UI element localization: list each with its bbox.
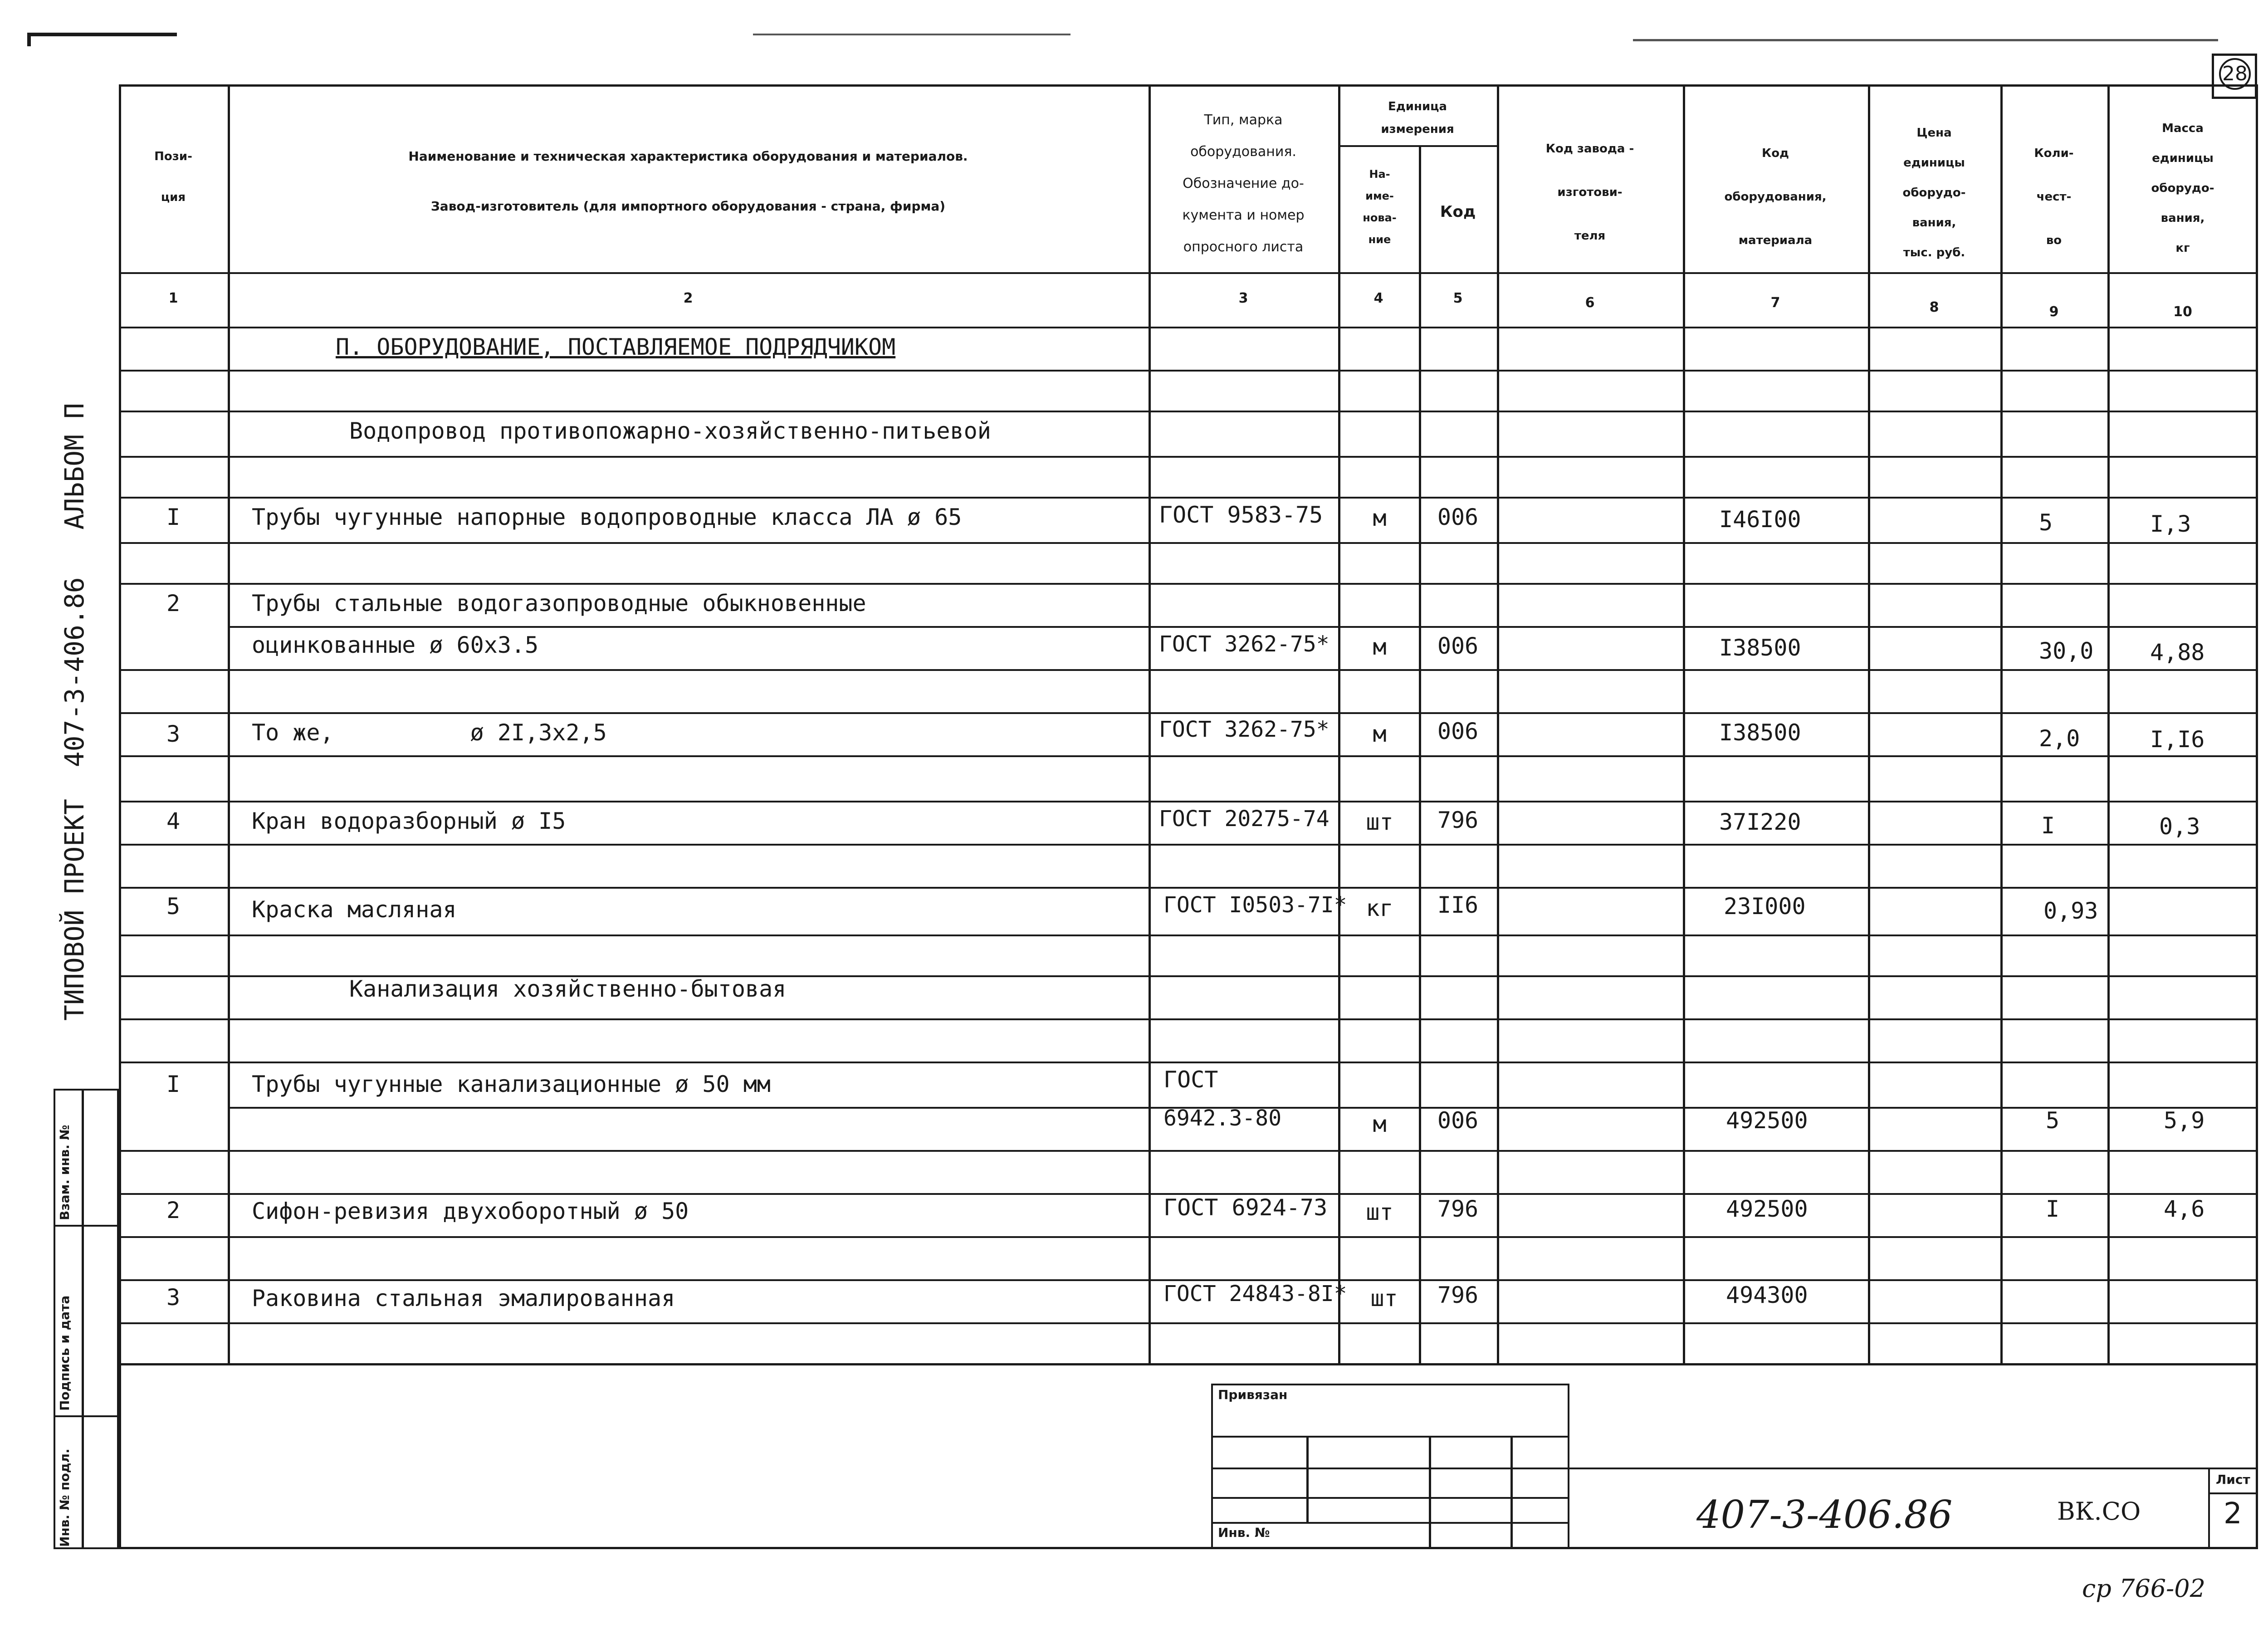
scan-mark (753, 34, 1070, 35)
unit-group-line (1338, 145, 1497, 147)
row-position: I (166, 504, 181, 530)
col-line (2000, 84, 2003, 1365)
row-unit: шт (1366, 809, 1393, 835)
row-material-code: 23I000 (1724, 893, 1806, 920)
row-position: 3 (166, 721, 181, 747)
col-number: 8 (1929, 299, 1939, 315)
row-unit: шт (1366, 1199, 1393, 1225)
left-stamp-row (54, 1225, 119, 1227)
scan-mark (27, 33, 31, 46)
col-number: 2 (683, 290, 693, 306)
row-line (228, 626, 2258, 628)
row-mass: 0,3 (2159, 813, 2200, 840)
col-number: 6 (1585, 295, 1595, 311)
row-doc: ГОСТ 24843-8I* (1163, 1281, 1347, 1306)
colnum-bottom-line (119, 327, 2258, 328)
row-unit-code: 796 (1437, 1196, 1479, 1222)
row-line (119, 712, 2258, 714)
row-unit-code: 006 (1437, 1107, 1479, 1134)
row-name: Трубы стальные водогазопроводные обыкновенные (252, 590, 866, 616)
row-material-code: I38500 (1719, 635, 1801, 661)
left-stamp-row (54, 1415, 119, 1417)
col-line (1868, 84, 1870, 1365)
section-title: П. ОБОРУДОВАНИЕ, ПОСТАВЛЯЕМОЕ ПОДРЯДЧИКОМ (336, 334, 896, 360)
row-position: 5 (166, 893, 181, 920)
col-line (1683, 84, 1685, 1365)
row-mass: I,3 (2150, 511, 2191, 537)
bound-box-line (1211, 1436, 1569, 1438)
row-line (119, 1018, 2258, 1020)
col-line (228, 84, 230, 1365)
row-mass: 4,88 (2150, 639, 2205, 665)
col-number: 5 (1453, 290, 1463, 306)
doc-number: 407-3-406.86 (1696, 1492, 1953, 1537)
row-unit-code: 006 (1437, 718, 1479, 744)
row-line (119, 542, 2258, 544)
row-material-code: 37I220 (1719, 809, 1801, 835)
row-unit-code: 006 (1437, 504, 1479, 530)
side-project-title: ТИПОВОЙ ПРОЕКТ 407-3-406.86 АЛЬБОМ П (59, 403, 90, 1021)
inv-label: Инв. № (1218, 1525, 1270, 1540)
row-line (119, 456, 2258, 458)
header-bottom-line (119, 272, 2258, 274)
row-unit: шт (1370, 1285, 1398, 1311)
header-position: Пози- ция (154, 150, 192, 204)
row-material-code: I38500 (1719, 719, 1801, 746)
sheet-badge: 28 (2219, 58, 2251, 90)
stamp-signature-date: Подпись и дата (57, 1295, 72, 1411)
row-doc: ГОСТ 6924-73 (1163, 1194, 1328, 1221)
row-quantity: I (2046, 1196, 2060, 1222)
row-name: Раковина стальная эмалированная (252, 1285, 675, 1311)
row-line (119, 1062, 2258, 1063)
bound-label: Привязан (1218, 1387, 1288, 1402)
sheet-number: 2 (2224, 1497, 2242, 1531)
header-factory-code: Код завода - изготови- теля (1545, 142, 1634, 243)
row-position: 2 (166, 590, 181, 616)
row-line (119, 801, 2258, 802)
left-stamp-col (82, 1089, 84, 1549)
sheet-box-line (2208, 1492, 2258, 1494)
row-unit-code: II6 (1437, 892, 1479, 918)
row-line (119, 1150, 2258, 1152)
row-doc: ГОСТ 3262-75* (1159, 631, 1330, 657)
bound-box-col (1429, 1436, 1431, 1549)
row-line (119, 1322, 2258, 1324)
header-mass: Масса единицы оборудо- вания, кг (2151, 122, 2214, 255)
row-material-code: 492500 (1726, 1196, 1808, 1222)
col-number: 4 (1374, 290, 1383, 306)
header-name: Наименование и техническая характеристика оборудования и материалов. Завод-изготовитель (для импортного оборудования - страна, фирма) (408, 149, 968, 214)
row-position: 2 (166, 1197, 181, 1223)
header-unit-group: Единица измерения (1381, 100, 1454, 136)
row-quantity: 5 (2046, 1107, 2060, 1134)
row-unit: м (1373, 721, 1387, 747)
row-line (119, 583, 2258, 585)
row-mass: 5,9 (2164, 1107, 2205, 1134)
row-material-code: 492500 (1726, 1107, 1808, 1134)
row-name: Сифон-ревизия двухоборотный ø 50 (252, 1198, 689, 1224)
row-position: 4 (166, 808, 181, 834)
footer-mark: ср 766-02 (2082, 1574, 2206, 1603)
header-material-code: Код оборудования, материала (1724, 147, 1827, 247)
title-split-line (1569, 1468, 2258, 1469)
row-unit: м (1373, 505, 1387, 531)
bound-box-col (1510, 1436, 1513, 1549)
col-line (1497, 84, 1499, 1365)
col-number: 7 (1770, 295, 1780, 311)
col-line (2107, 84, 2110, 1365)
row-quantity: 5 (2039, 509, 2053, 536)
stamp-inv-original: Инв. № подл. (57, 1448, 72, 1547)
row-quantity: 30,0 (2039, 638, 2094, 664)
sheet-label: Лист (2216, 1472, 2250, 1487)
row-unit: м (1373, 1111, 1387, 1137)
row-name: Трубы чугунные канализационные ø 50 мм (252, 1071, 771, 1097)
col-number: 10 (2173, 304, 2192, 320)
row-mass: 4,6 (2164, 1196, 2205, 1222)
header-type: Тип, марка оборудования. Обозначение до- кумента и номер опросного листа (1182, 112, 1305, 255)
bound-box-line (1211, 1497, 1569, 1499)
row-quantity: I (2041, 812, 2055, 839)
row-position: 3 (166, 1284, 181, 1311)
col-line (1149, 84, 1151, 1365)
bound-box (1211, 1384, 1569, 1549)
row-name: Краска масляная (252, 896, 457, 923)
row-quantity: 0,93 (2043, 898, 2098, 924)
row-unit: м (1373, 634, 1387, 660)
row-mass: I,I6 (2150, 726, 2205, 753)
col-number: 3 (1238, 290, 1248, 306)
row-name-cont: оцинкованные ø 60х3.5 (252, 632, 539, 658)
row-name: То же, ø 2I,3х2,5 (252, 719, 607, 746)
row-unit-code: 006 (1437, 633, 1479, 659)
row-line (119, 934, 2258, 936)
col-number: 1 (168, 290, 178, 306)
row-line (119, 755, 2258, 757)
row-quantity: 2,0 (2039, 725, 2080, 752)
stamp-replaced-inv: Взам. инв. № (57, 1125, 72, 1220)
col-number: 9 (2049, 304, 2059, 320)
row-line (119, 887, 2258, 889)
bound-box-col (1306, 1436, 1309, 1522)
row-material-code: 494300 (1726, 1282, 1808, 1308)
subsection-water: Водопровод противопожарно-хозяйственно-питьевой (349, 418, 991, 444)
header-unit-code: Код (1440, 203, 1476, 221)
row-doc-cont: 6942.3-80 (1163, 1106, 1282, 1131)
row-doc: ГОСТ (1163, 1067, 1218, 1093)
row-unit: кг (1366, 895, 1393, 921)
row-material-code: I46I00 (1719, 506, 1801, 533)
row-doc: ГОСТ 20275-74 (1159, 806, 1330, 832)
row-line (119, 411, 2258, 412)
row-name: Кран водоразборный ø I5 (252, 808, 566, 834)
row-doc: ГОСТ 3262-75* (1159, 717, 1330, 742)
header-unit-name: На- име- нова- ние (1363, 168, 1397, 246)
row-doc: ГОСТ I0503-7I* (1163, 892, 1347, 918)
row-name: Трубы чугунные напорные водопроводные класса ЛА ø 65 (252, 504, 962, 530)
header-price: Цена единицы оборудо- вания, тыс. руб. (1902, 126, 1966, 259)
row-line (119, 669, 2258, 671)
row-line (119, 844, 2258, 846)
row-line (119, 497, 2258, 499)
scan-mark (27, 33, 177, 36)
bound-box-line (1211, 1522, 1569, 1524)
row-doc: ГОСТ 9583-75 (1159, 502, 1323, 528)
header-quantity: Коли- чест- во (2034, 147, 2074, 247)
scan-mark (1633, 39, 2218, 41)
bound-box-line (1211, 1468, 1569, 1469)
doc-code: ВК.СО (2057, 1497, 2141, 1526)
subsection-sewage: Канализация хозяйственно-бытовая (349, 976, 787, 1002)
row-unit-code: 796 (1437, 1282, 1479, 1308)
row-line (119, 370, 2258, 372)
row-position: I (166, 1071, 181, 1097)
row-unit-code: 796 (1437, 807, 1479, 833)
row-line (119, 1236, 2258, 1238)
